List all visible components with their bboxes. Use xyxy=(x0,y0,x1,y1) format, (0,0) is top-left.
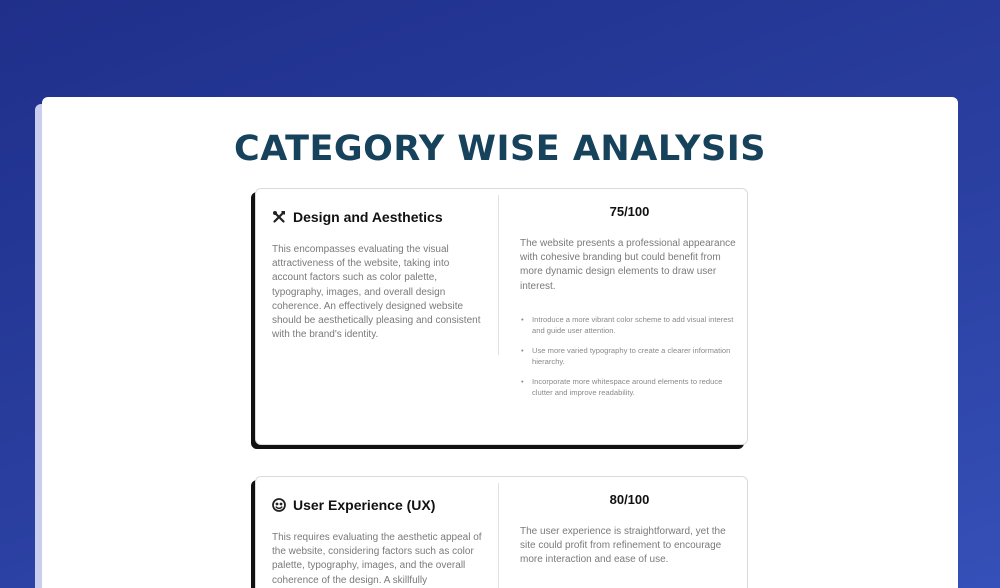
category-header xyxy=(272,209,483,225)
recommendation-item xyxy=(520,345,739,368)
category-card-ux xyxy=(255,476,748,588)
category-score: 75/100 xyxy=(609,204,650,219)
recommendation-item xyxy=(520,314,739,337)
category-title: User Experience (UX) xyxy=(293,497,436,513)
page-title: CATEGORY WISE ANALYSIS xyxy=(234,129,766,169)
bullet-icon: • xyxy=(521,345,524,355)
category-info xyxy=(256,189,497,444)
design-tools-icon xyxy=(272,210,286,224)
category-evaluation xyxy=(499,477,747,588)
category-score: 80/100 xyxy=(609,492,650,507)
category-summary: The user experience is straightforward, yet the site could profit from refinement to encourage more interaction and ease of use. xyxy=(520,526,726,566)
category-summary: The website presents a professional appearance with cohesive branding but could benefit from more dynamic design elements to draw user interest. xyxy=(520,238,736,292)
recommendation-text: Use more varied typography to create a clearer information hierarchy. xyxy=(532,345,731,367)
category-header xyxy=(272,497,483,513)
bullet-icon: • xyxy=(521,376,524,386)
user-face-icon xyxy=(272,498,286,512)
category-title: Design and Aesthetics xyxy=(293,209,443,225)
category-info xyxy=(256,477,497,588)
recommendation-text: Introduce a more vibrant color scheme to add visual interest and guide user attention. xyxy=(532,314,734,336)
recommendation-text: Incorporate more whitespace around elements to reduce clutter and improve readability. xyxy=(532,376,723,398)
bullet-icon: • xyxy=(521,314,524,324)
report-panel xyxy=(42,97,958,588)
category-description: This requires evaluating the aesthetic appeal of the website, considering factors such as color palette, typography, images, and the overall coherence of the design. A skillfully xyxy=(272,532,482,586)
recommendation-list xyxy=(520,314,739,399)
category-card-design xyxy=(255,188,748,445)
recommendation-item xyxy=(520,376,739,399)
category-evaluation xyxy=(499,189,747,444)
category-description: This encompasses evaluating the visual attractiveness of the website, taking into account factors such as color palette, typography, images, and overall design coherence. An effectively designed website should be aesthetically pleasing and consistent with the brand's identity. xyxy=(272,244,481,341)
